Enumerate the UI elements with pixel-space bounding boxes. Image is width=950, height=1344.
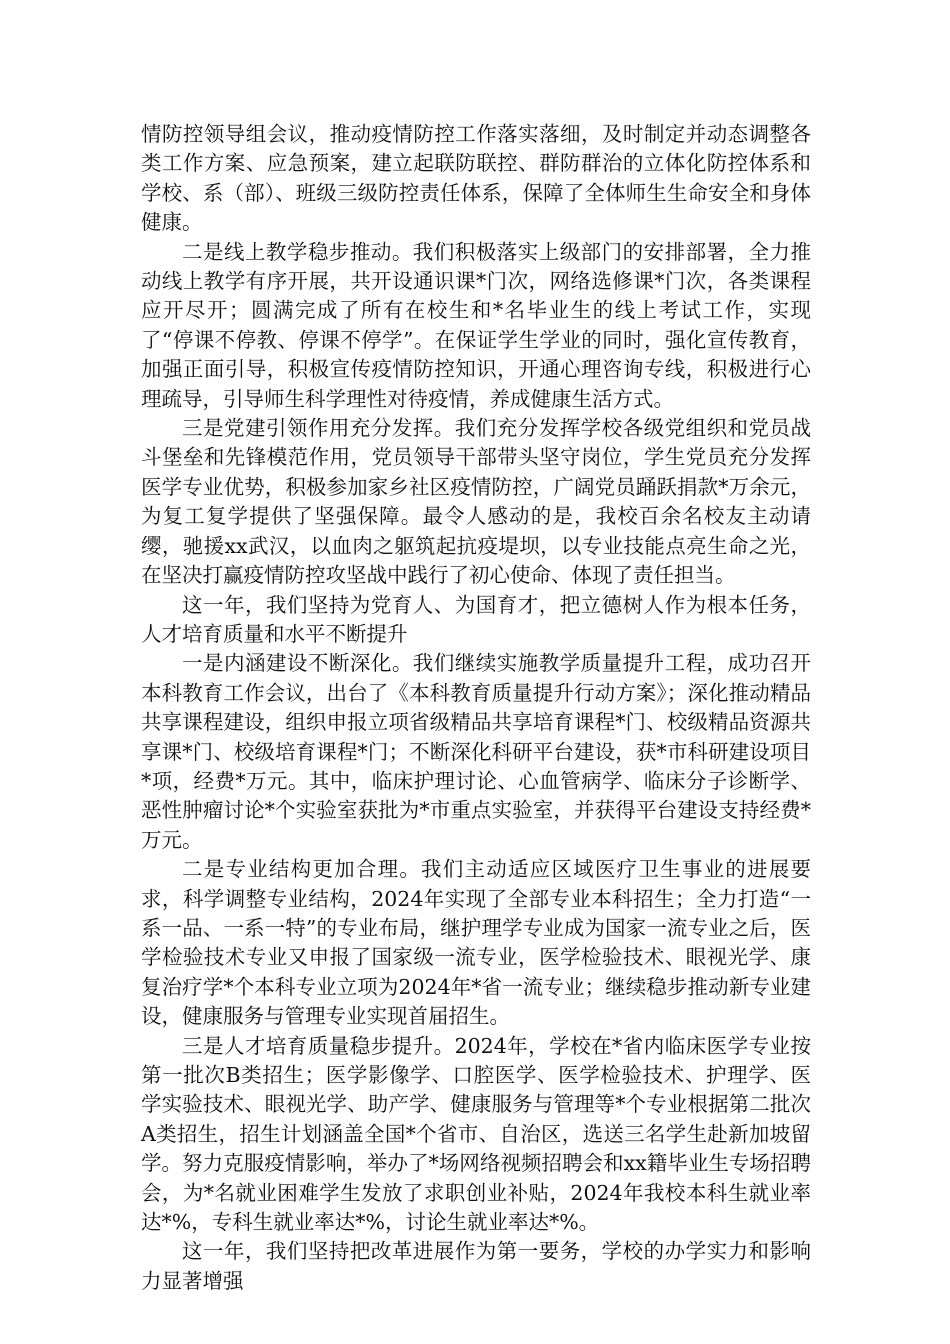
- paragraph-8: 这一年，我们坚持把改革进展作为第一要务，学校的办学实力和影响力显著增强: [141, 1239, 811, 1293]
- paragraph-3: 三是党建引领作用充分发挥。我们充分发挥学校各级党组织和党员战斗堡垒和先锋模范作用，党员领导干部带头坚守岗位，学生党员充分发挥医学专业优势，积极参加家乡社区疫情防控，广阔党员踊跃捐款*万余元，为复工复学提供了坚强保障。最令人感动的是，我校百余名校友主动请缨，驰援xx武汉，以血肉之躯筑起抗疫堤坝，以专业技能点亮生命之光，在坚决打赢疫情防控攻坚战中践行了初心使命、体现了责任担当。: [141, 416, 811, 588]
- paragraph-5: 一是内涵建设不断深化。我们继续实施教学质量提升工程，成功召开本科教育工作会议，出台了《本科教育质量提升行动方案》；深化推动精品共享课程建设，组织申报立项省级精品共享培育课程*门、校级精品资源共享课*门、校级培育课程*门；不断深化科研平台建设，获*市科研建设项目*项，经费*万元。其中，临床护理讨论、心血管病学、临床分子诊断学、恶性肿瘤讨论*个实验室获批为*市重点实验室，并获得平台建设支持经费*万元。: [141, 651, 811, 852]
- paragraph-7: 三是人才培育质量稳步提升。2024年，学校在*省内临床医学专业按第一批次B类招生；医学影像学、口腔医学、医学检验技术、护理学、医学实验技术、眼视光学、助产学、健康服务与管理等*个专业根据第二批次A类招生，招生计划涵盖全国*个省市、自治区，选送三名学生赴新加坡留学。努力克服疫情影响，举办了*场网络视频招聘会和xx籍毕业生专场招聘会，为*名就业困难学生发放了求职创业补贴，2024年我校本科生就业率达*%，专科生就业率达*%，讨论生就业率达*%。: [141, 1033, 811, 1235]
- document-body: [141, 120, 811, 1296]
- paragraph-2: 二是线上教学稳步推动。我们积极落实上级部门的安排部署，全力推动线上教学有序开展，共开设通识课*门次，网络选修课*门次，各类课程应开尽开；圆满完成了所有在校生和*名毕业生的线上考试工作，实现了“停课不停教、停课不停学”。在保证学生学业的同时，强化宣传教育，加强正面引导，积极宣传疫情防控知识，开通心理咨询专线，积极进行心理疏导，引导师生科学理性对待疫情，养成健康生活方式。: [141, 239, 811, 411]
- paragraph-4: 这一年，我们坚持为党育人、为国育才，把立德树人作为根本任务，人才培育质量和水平不断提升: [141, 592, 811, 646]
- paragraph-6: 二是专业结构更加合理。我们主动适应区域医疗卫生事业的进展要求，科学调整专业结构，2024年实现了全部专业本科招生；全力打造“一系一品、一系一特”的专业布局，继护理学专业成为国家一流专业之后，医学检验技术专业又申报了国家级一流专业，医学检验技术、眼视光学、康复治疗学*个本科专业立项为2024年*省一流专业；继续稳步推动新专业建设，健康服务与管理专业实现首届招生。: [141, 857, 811, 1029]
- paragraph-1: 情防控领导组会议，推动疫情防控工作落实落细，及时制定并动态调整各类工作方案、应急预案，建立起联防联控、群防群治的立体化防控体系和学校、系（部）、班级三级防控责任体系，保障了全体师生生命安全和身体健康。: [141, 122, 811, 235]
